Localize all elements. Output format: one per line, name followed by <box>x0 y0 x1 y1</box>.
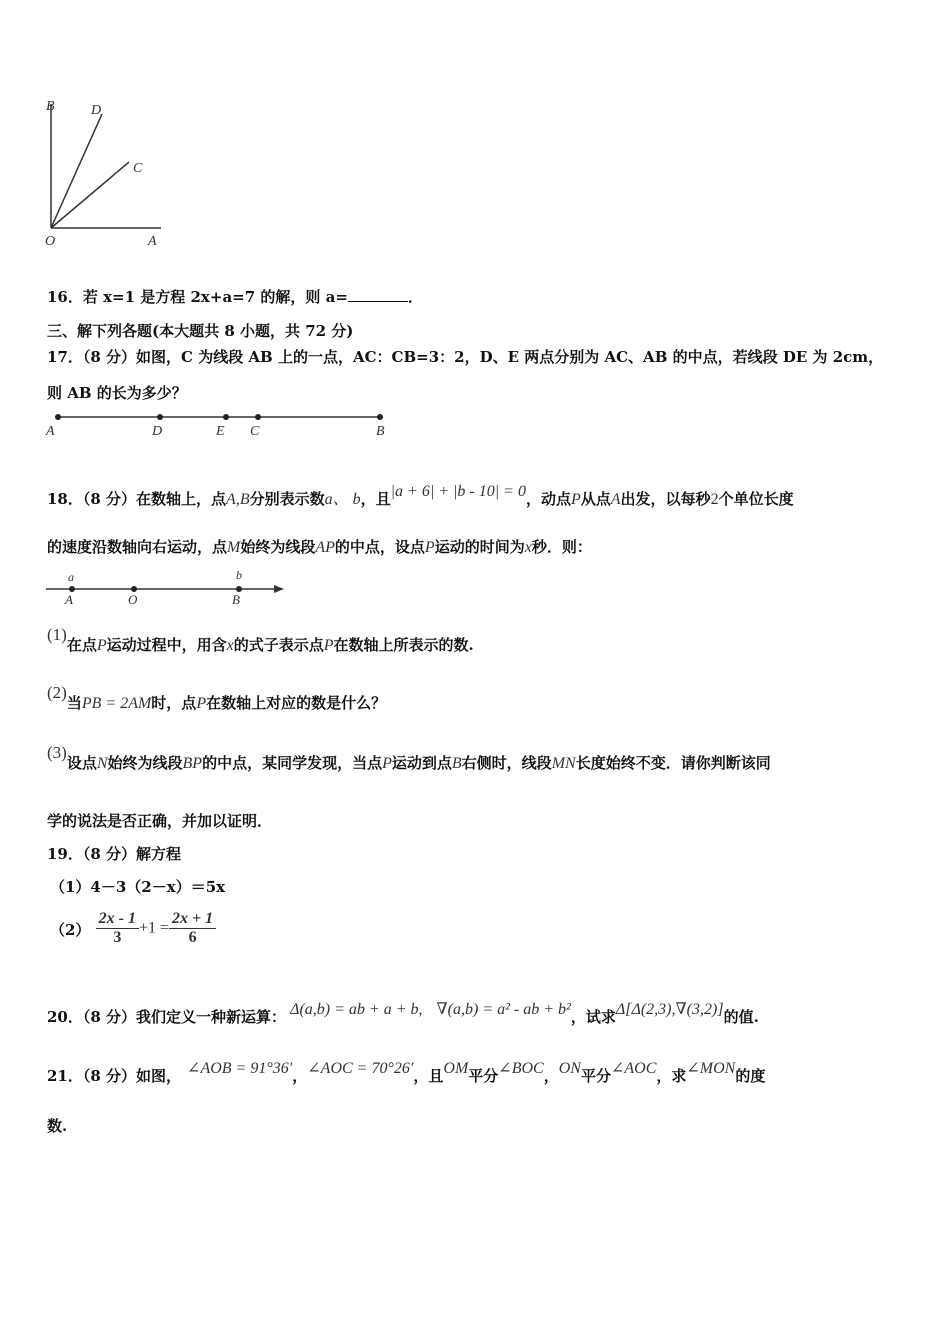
question-18-part3-line2: 学的说法是否正确，并加以证明． <box>47 812 273 830</box>
point-a <box>55 414 61 420</box>
question-17-line1: 17．（8 分）如图，C 为线段 AB 上的一点，AC：CB=3：2，D、E 两点分别为 AC、AB 的中点，若线段 DE 为 2cm， <box>47 348 884 366</box>
label-lower-a: a <box>68 570 74 584</box>
label-a: A <box>148 234 157 249</box>
label-d: D <box>152 424 163 439</box>
angle-figure <box>36 92 176 254</box>
label-b: B <box>232 592 240 607</box>
label-c: C <box>133 161 143 176</box>
label-a: A <box>46 424 55 439</box>
question-20: 20．（8 分）我们定义一种新运算： Δ(a,b) = ab + a + b, ∇(a,b) = a² - ab + b²，试求Δ[Δ(2,3),∇(3,2)]的值. <box>47 1001 759 1026</box>
fraction-left: $\frac{2x - 1}{3}$ <box>96 910 139 947</box>
ray-oc <box>51 162 129 228</box>
label-b: B <box>46 99 55 114</box>
point-b <box>377 414 383 420</box>
question-21-line2: 数. <box>47 1117 68 1135</box>
label-o: O <box>128 592 138 607</box>
label-d: D <box>91 103 102 118</box>
answer-blank <box>348 301 408 302</box>
number-line <box>40 566 290 608</box>
arrow-right-icon <box>274 585 284 593</box>
section-heading: 三、解下列各题(本大题共 8 小题，共 72 分) <box>47 322 354 340</box>
question-18-part1: (1)在点P运动过程中，用含x的式子表示点P在数轴上所表示的数. <box>47 625 474 654</box>
question-18-line2: 的速度沿数轴向右运动，点M始终为线段AP的中点，设点P运动的时间为x秒．则： <box>47 538 592 556</box>
label-b: B <box>376 424 385 439</box>
question-17-line2: 则 AB 的长为多少？ <box>47 384 187 402</box>
question-18-part3: (3)设点N始终为线段BP的中点，某同学发现，当点P运动到点B右侧时，线段MN长度始终不变．请你判断该同 <box>47 743 771 772</box>
label-c: C <box>250 424 260 439</box>
question-19-part2: （2） $\frac{2x - 1}{3}$ +1 = $\frac{2x + 1}{6}$ <box>50 910 216 947</box>
question-16: 16．若 x=1 是方程 2x+a=7 的解，则 a= ． <box>47 288 423 306</box>
ray-od <box>51 114 102 228</box>
point-d <box>157 414 163 420</box>
question-19-title: 19．（8 分）解方程 <box>47 845 182 863</box>
question-21: 21．（8 分）如图， ∠AOB = 91°36′，∠AOC = 70°26′，且OM平分∠BOC，ON平分∠AOC，求∠MON的度 <box>47 1060 766 1085</box>
label-o: O <box>45 234 56 249</box>
label-lower-b: b <box>236 568 242 582</box>
point-c <box>255 414 261 420</box>
segment-figure <box>40 405 400 441</box>
fraction-right: $\frac{2x + 1}{6}$ <box>169 910 216 947</box>
abs-equation: |a + 6| + |b - 10| = 0 <box>390 483 526 500</box>
question-19-part1: （1）4－3（2－x）＝5x <box>50 878 226 896</box>
label-a: A <box>65 592 73 607</box>
question-18-line1: 18．（8 分）在数轴上，点A,B分别表示数a、 b，且|a + 6| + |b - 10| = 0，动点P从点A出发，以每秒2个单位长度 <box>47 483 794 508</box>
label-e: E <box>216 424 225 439</box>
point-e <box>223 414 229 420</box>
question-18-part2: (2)当PB = 2AM时，点P在数轴上对应的数是什么？ <box>47 683 387 712</box>
